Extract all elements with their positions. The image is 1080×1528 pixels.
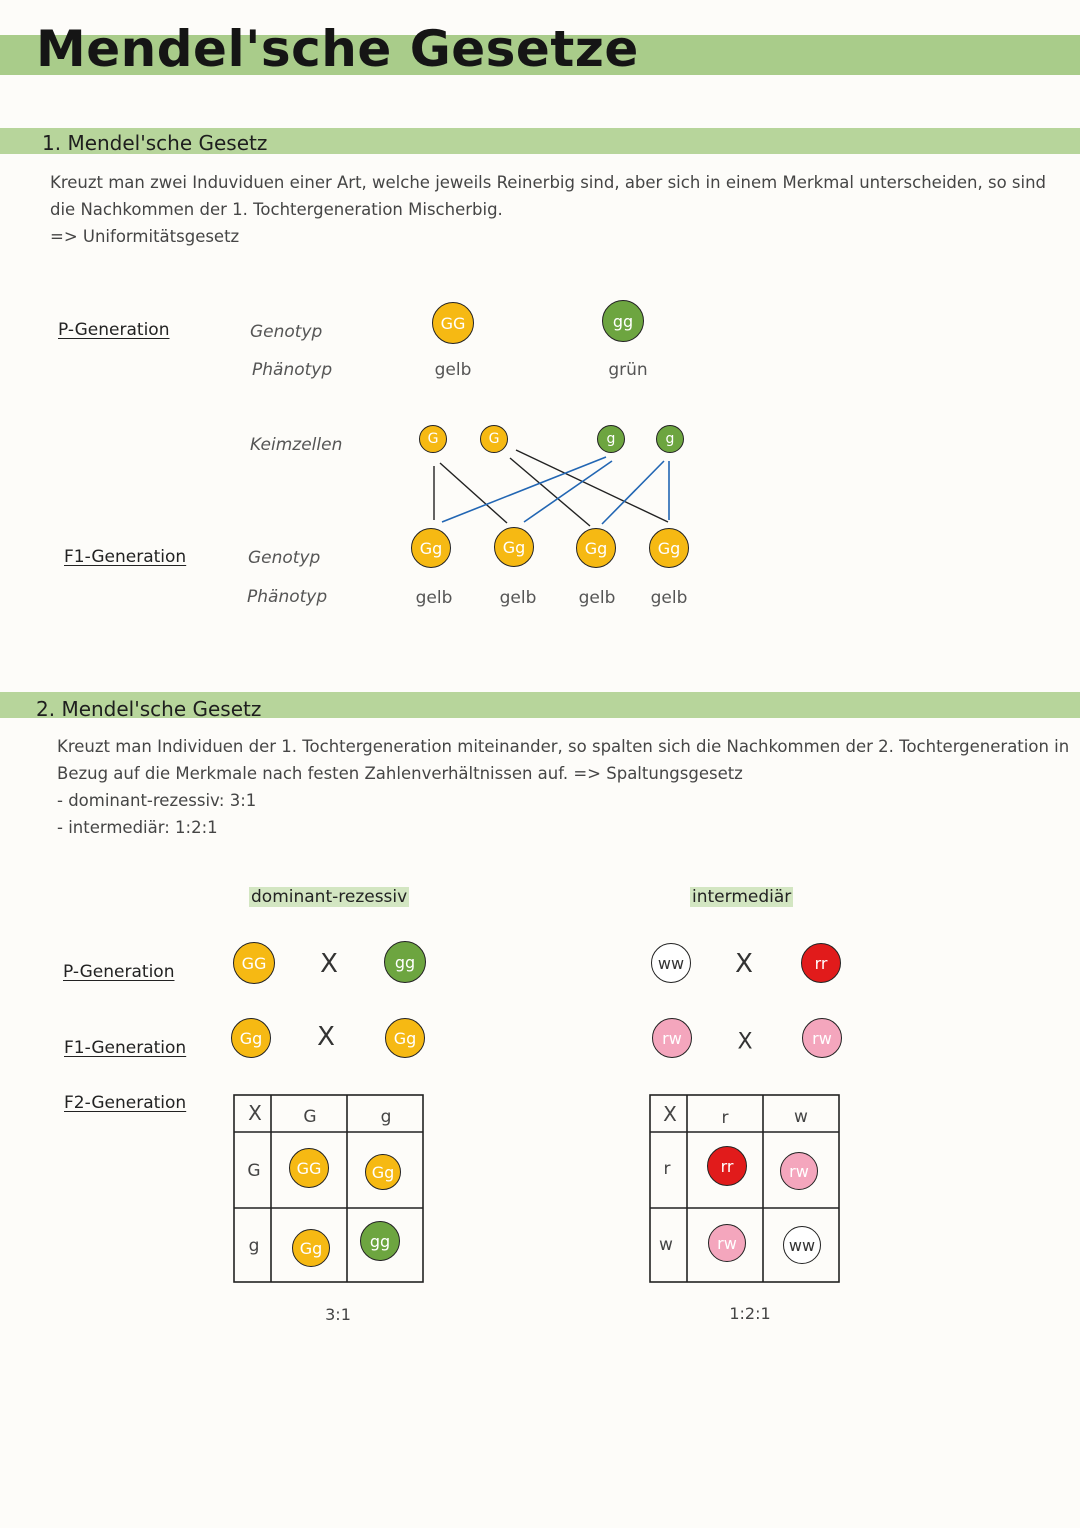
intermediate-parent-circle: rr — [801, 943, 841, 983]
line-blue — [524, 461, 612, 522]
punnett-cell-circle: rw — [780, 1152, 818, 1190]
dominant-parent-circle: GG — [233, 942, 275, 984]
offspring-phenotype: gelb — [650, 588, 688, 608]
punnett-row-header: r — [663, 1159, 671, 1179]
offspring-phenotype: gelb — [415, 588, 453, 608]
f1-generation-label: F1-Generation — [64, 547, 187, 567]
gamete-circle: G — [419, 425, 447, 453]
law2-text-line: - intermediär: 1:2:1 — [57, 818, 218, 837]
law1-text-line: Kreuzt man zwei Induviduen einer Art, welche jeweils Reinerbig sind, aber sich in einem Merkmal unterscheiden, so sind — [50, 173, 1047, 192]
intermediaer-title: intermediär — [692, 887, 792, 907]
law1-text-line: die Nachkommen der 1. Tochtergeneration Mischerbig. — [50, 200, 503, 219]
cross-symbol: X — [320, 949, 338, 979]
law2-text-line: - dominant-rezessiv: 3:1 — [57, 791, 257, 810]
intermediate-f1-circle: rw — [802, 1018, 842, 1058]
punnett-corner: X — [663, 1102, 677, 1126]
punnett-row-header: G — [247, 1161, 261, 1181]
punnett-cell-circle: Gg — [365, 1154, 401, 1190]
line-black — [440, 463, 507, 523]
offspring-circle: Gg — [494, 527, 534, 567]
f1-generation-label-2: F1-Generation — [64, 1038, 187, 1058]
parent-phenotype: gelb — [434, 360, 472, 380]
cross-symbol: X — [737, 1029, 753, 1055]
dominant-ratio: 3:1 — [325, 1305, 351, 1324]
punnett-column-header: g — [380, 1107, 392, 1127]
punnett-row-header: g — [248, 1236, 260, 1256]
punnett-row-header: w — [659, 1235, 673, 1255]
cross-symbol: X — [317, 1022, 335, 1052]
intermediate-ratio: 1:2:1 — [729, 1304, 771, 1323]
law2-text-line: Bezug auf die Merkmale nach festen Zahlenverhältnissen auf. => Spaltungsgesetz — [57, 764, 743, 783]
line-blue — [602, 461, 664, 524]
law2-paragraph — [57, 733, 1069, 841]
genotyp-label: Genotyp — [248, 548, 321, 568]
parent-phenotype: grün — [608, 360, 648, 380]
section-2-heading: 2. Mendel'sche Gesetz — [36, 697, 262, 721]
dominant-rezessiv-title: dominant-rezessiv — [251, 887, 408, 907]
offspring-circle: Gg — [411, 528, 451, 568]
punnett-cell-circle: rw — [708, 1224, 746, 1262]
offspring-circle: Gg — [576, 528, 616, 568]
punnett-cell-circle: GG — [289, 1148, 329, 1188]
p-generation-label: P-Generation — [58, 320, 170, 340]
law1-text-line: => Uniformitätsgesetz — [50, 227, 240, 246]
dominant-f1-circle: Gg — [385, 1018, 425, 1058]
gamete-circle: G — [480, 425, 508, 453]
section-1-heading: 1. Mendel'sche Gesetz — [42, 131, 268, 155]
gamete-circle: g — [656, 425, 684, 453]
parent-allele-circle: gg — [602, 300, 644, 342]
punnett-cell-circle: Gg — [292, 1229, 330, 1267]
page-title: Mendel'sche Gesetze — [36, 20, 639, 78]
gamete-circle: g — [597, 425, 625, 453]
f2-generation-label: F2-Generation — [64, 1093, 187, 1113]
offspring-phenotype: gelb — [578, 588, 616, 608]
offspring-circle: Gg — [649, 528, 689, 568]
punnett-cell-circle: rr — [707, 1146, 747, 1186]
genotyp-label: Genotyp — [250, 322, 323, 342]
p-generation-label-2: P-Generation — [63, 962, 175, 982]
gamete-connection-lines — [0, 0, 1080, 700]
cross-symbol: X — [735, 949, 753, 979]
punnett-cell-circle: ww — [783, 1226, 821, 1264]
punnett-corner: X — [248, 1101, 262, 1125]
dominant-parent-circle: gg — [384, 941, 426, 983]
punnett-cell-circle: gg — [360, 1221, 400, 1261]
law2-text-line: Kreuzt man Individuen der 1. Tochtergeneration miteinander, so spalten sich die Nachkommen der 2. Tochtergeneration in — [57, 737, 1070, 756]
phaenotyp-label: Phänotyp — [247, 587, 328, 607]
punnett-column-header: r — [721, 1108, 729, 1128]
parent-allele-circle: GG — [432, 302, 474, 344]
punnett-column-header: G — [303, 1107, 317, 1127]
keimzellen-label: Keimzellen — [250, 435, 343, 455]
dominant-f1-circle: Gg — [231, 1018, 271, 1058]
offspring-phenotype: gelb — [499, 588, 537, 608]
intermediate-f1-circle: rw — [652, 1018, 692, 1058]
intermediate-parent-circle: ww — [651, 943, 691, 983]
phaenotyp-label: Phänotyp — [252, 360, 333, 380]
line-blue — [442, 457, 606, 522]
punnett-column-header: w — [794, 1107, 808, 1127]
